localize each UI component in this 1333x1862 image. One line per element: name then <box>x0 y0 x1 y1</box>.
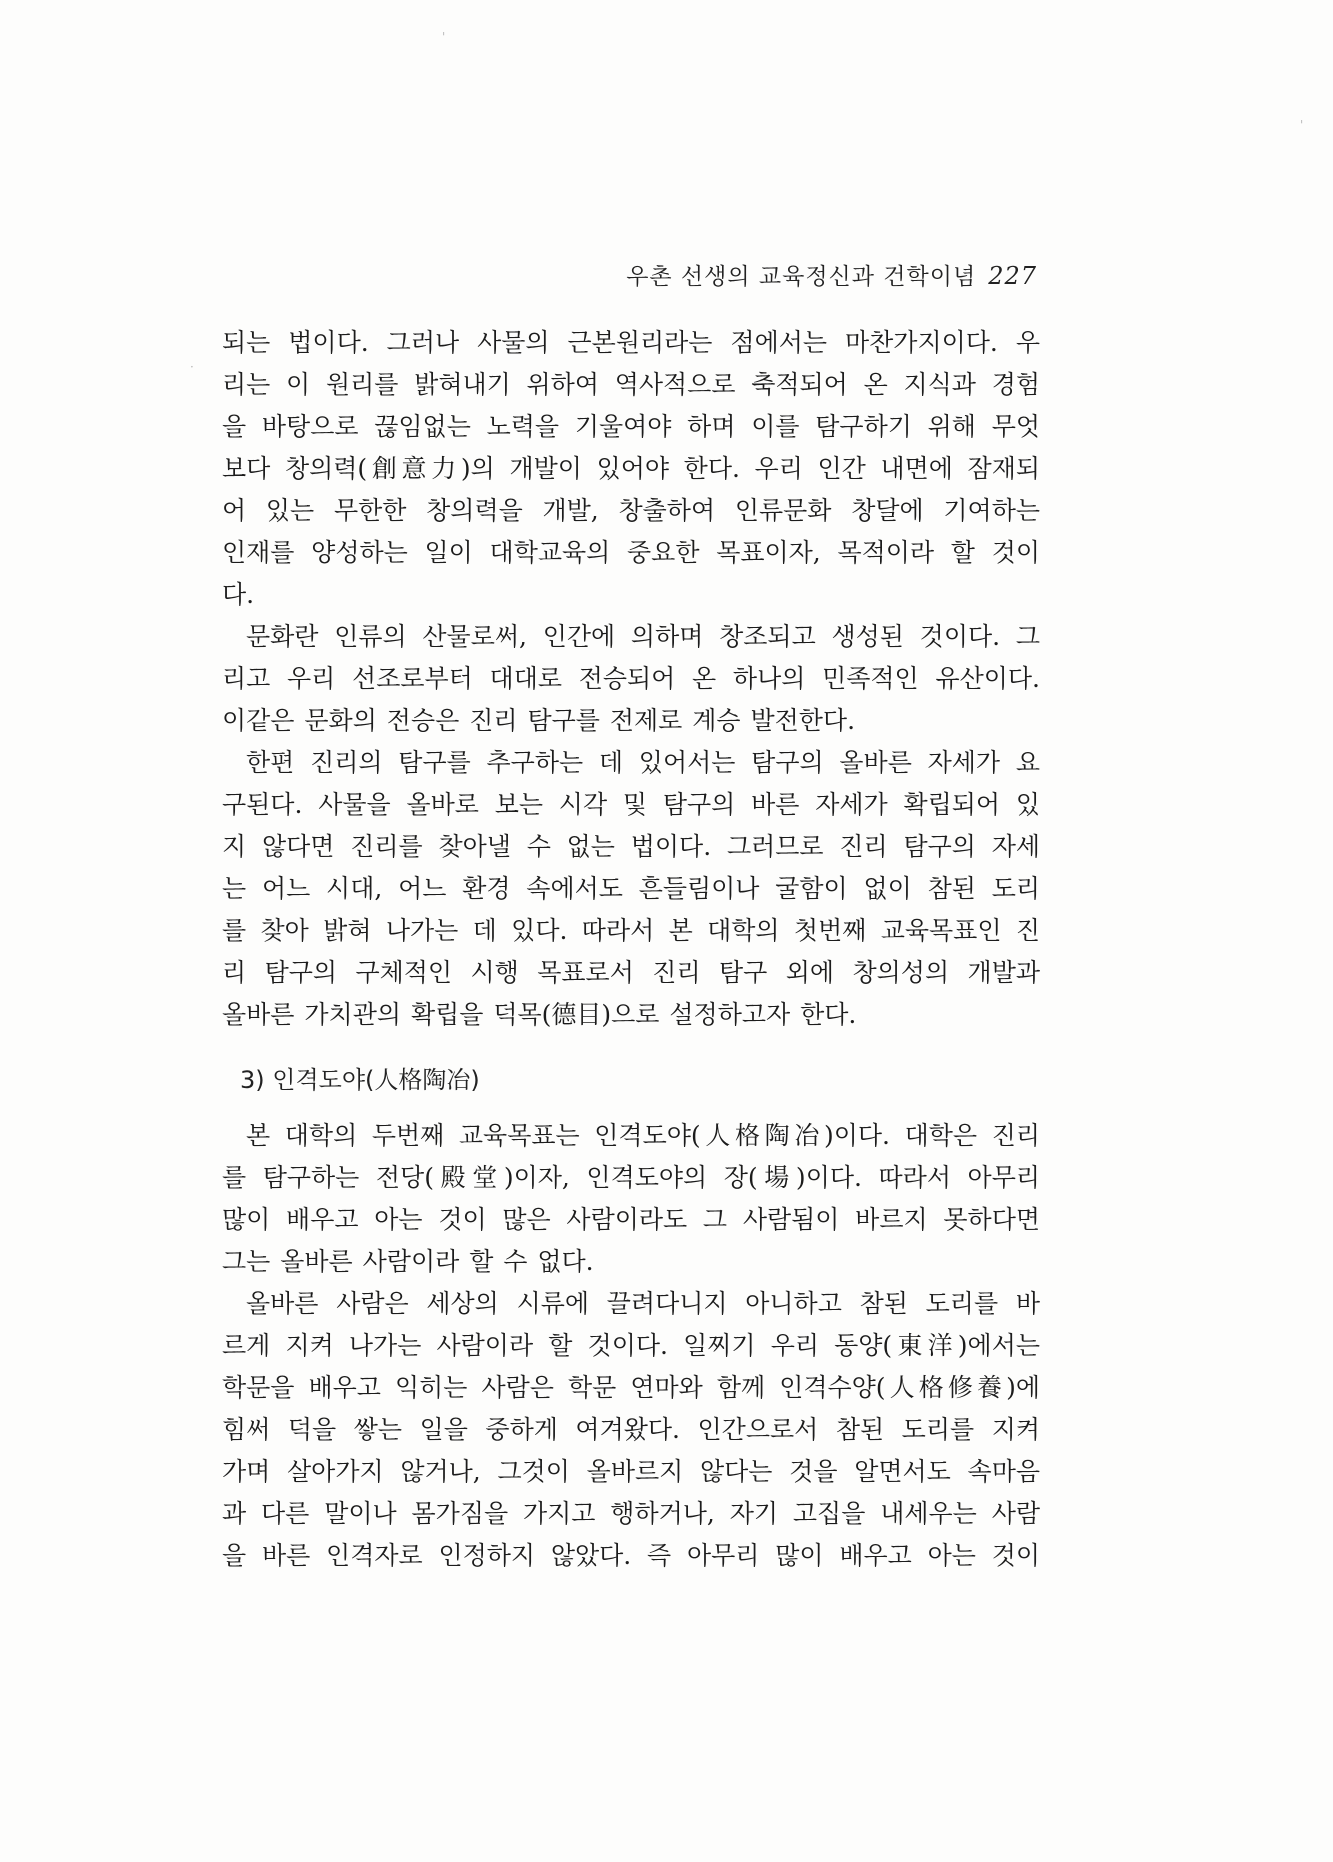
text-line: 인재를 양성하는 일이 대학교육의 중요한 목표이자, 목적이라 할 것이 <box>222 538 1040 567</box>
text-line: 가며 살아가지 않거나, 그것이 올바르지 않다는 것을 알면서도 속마음 <box>222 1457 1040 1486</box>
text-line: 그는 올바른 사람이라 할 수 없다. <box>222 1247 594 1276</box>
running-title: 우촌 선생의 교육정신과 건학이념 <box>626 264 977 290</box>
scan-speck: · <box>190 360 194 374</box>
text-line: 르게 지켜 나가는 사람이라 할 것이다. 일찌기 우리 동양(東洋)에서는 <box>222 1331 1040 1360</box>
text-line: 지 않다면 진리를 찾아낼 수 없는 법이다. 그러므로 진리 탐구의 자세 <box>222 832 1040 861</box>
scan-speck: ' <box>1300 118 1304 132</box>
scan-speck: ' <box>442 30 446 44</box>
text-line: 학문을 배우고 익히는 사람은 학문 연마와 함께 인격수양(人格修養)에 <box>222 1373 1040 1402</box>
page-number: 227 <box>988 262 1037 290</box>
text-line: 를 찾아 밝혀 나가는 데 있다. 따라서 본 대학의 첫번째 교육목표인 진 <box>222 916 1040 945</box>
text-line: 구된다. 사물을 올바로 보는 시각 및 탐구의 바른 자세가 확립되어 있 <box>222 790 1040 819</box>
text-line: 올바른 사람은 세상의 시류에 끌려다니지 아니하고 참된 도리를 바 <box>246 1289 1040 1318</box>
text-line: 는 어느 시대, 어느 환경 속에서도 흔들림이나 굴함이 없이 참된 도리 <box>222 874 1040 903</box>
text-line: 리는 이 원리를 밝혀내기 위하여 역사적으로 축적되어 온 지식과 경험 <box>222 370 1040 399</box>
text-line: 다. <box>222 580 255 609</box>
text-line: 한편 진리의 탐구를 추구하는 데 있어서는 탐구의 올바른 자세가 요 <box>246 748 1040 777</box>
body-text-upper <box>222 322 1040 1036</box>
text-line: 과 다른 말이나 몸가짐을 가지고 행하거나, 자기 고집을 내세우는 사람 <box>222 1499 1040 1528</box>
text-line: 이같은 문화의 전승은 진리 탐구를 전제로 계승 발전한다. <box>222 706 856 735</box>
text-line: 많이 배우고 아는 것이 많은 사람이라도 그 사람됨이 바르지 못하다면 <box>222 1205 1040 1234</box>
text-line: 보다 창의력(創意力)의 개발이 있어야 한다. 우리 인간 내면에 잠재되 <box>222 454 1040 483</box>
body-text-lower <box>222 1115 1040 1577</box>
text-line: 을 바탕으로 끊임없는 노력을 기울여야 하며 이를 탐구하기 위해 무엇 <box>222 412 1040 441</box>
text-line: 힘써 덕을 쌓는 일을 중하게 여겨왔다. 인간으로서 참된 도리를 지켜 <box>222 1415 1040 1444</box>
text-line: 본 대학의 두번째 교육목표는 인격도야(人格陶冶)이다. 대학은 진리 <box>246 1121 1040 1150</box>
text-line: 되는 법이다. 그러나 사물의 근본원리라는 점에서는 마찬가지이다. 우 <box>222 328 1040 357</box>
text-line: 올바른 가치관의 확립을 덕목(德目)으로 설정하고자 한다. <box>222 1000 857 1029</box>
running-header <box>626 258 1037 291</box>
text-line: 어 있는 무한한 창의력을 개발, 창출하여 인류문화 창달에 기여하는 <box>222 496 1040 525</box>
text-line: 을 바른 인격자로 인정하지 않았다. 즉 아무리 많이 배우고 아는 것이 <box>222 1541 1040 1570</box>
text-line: 문화란 인류의 산물로써, 인간에 의하며 창조되고 생성된 것이다. 그 <box>246 622 1040 651</box>
text-line: 리고 우리 선조로부터 대대로 전승되어 온 하나의 민족적인 유산이다. <box>222 664 1040 693</box>
text-line: 를 탐구하는 전당(殿堂)이자, 인격도야의 장(場)이다. 따라서 아무리 <box>222 1163 1040 1192</box>
section-heading: 3) 인격도야(人格陶冶) <box>240 1066 480 1094</box>
text-line: 리 탐구의 구체적인 시행 목표로서 진리 탐구 외에 창의성의 개발과 <box>222 958 1040 987</box>
